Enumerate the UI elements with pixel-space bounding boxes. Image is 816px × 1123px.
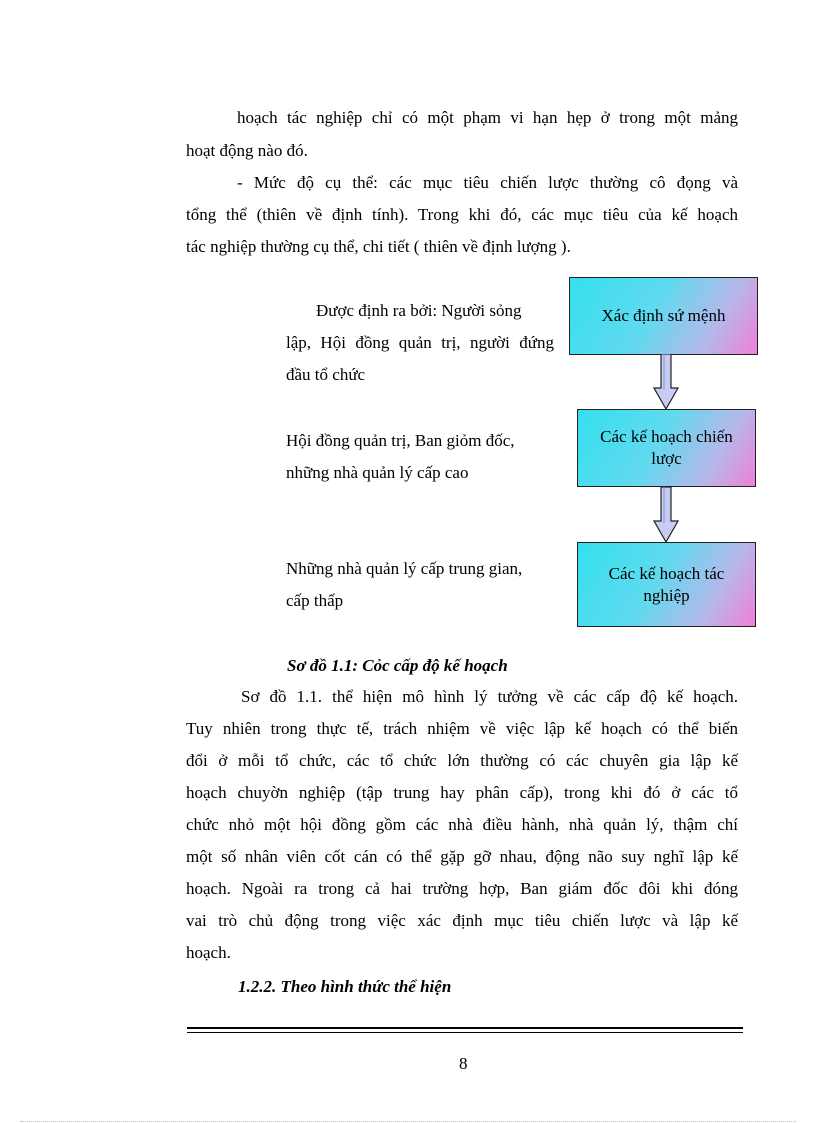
- diagram-label-a: lập, Hội đồng quản trị, người đứng: [286, 333, 554, 352]
- paragraph-line: một số nhân viên cốt cán có thể gặp gỡ nhau, động não suy nghĩ lập kế: [186, 847, 738, 866]
- section-heading: 1.2.2. Theo hình thức thể hiện: [238, 977, 452, 996]
- footer-rule-thick: [187, 1027, 743, 1029]
- diagram-box-label: Các kế hoạch tác nghiệp: [608, 563, 725, 605]
- paragraph-line: hoạch.: [186, 943, 231, 962]
- paragraph-line: hoạch. Ngoài ra trong cả hai trường hợp, Ban giám đốc đôi khi đóng: [186, 879, 738, 898]
- paragraph-line: Sơ đồ 1.1. thể hiện mô hình lý tưởng về các cấp độ kế hoạch.: [241, 687, 738, 706]
- diagram-label-a: Được định ra bởi: Người sỏng: [316, 301, 522, 320]
- diagram-label-c: Những nhà quản lý cấp trung gian,: [286, 559, 523, 578]
- paragraph-line: hoạch tác nghiệp chỉ có một phạm vi hạn hẹp ở trong một mảng: [237, 108, 738, 127]
- page-edge: [20, 1121, 796, 1122]
- paragraph-line: vai trò chủ động trong việc xác định mục tiêu chiến lược và lập kế: [186, 911, 738, 930]
- down-arrow-icon: [653, 487, 679, 543]
- paragraph-line: chức nhỏ một hội đồng gồm các nhà điều hành, nhà quản lý, thậm chí: [186, 815, 738, 834]
- paragraph-line: Tuy nhiên trong thực tế, trách nhiệm về việc lập kế hoạch có thể biến: [186, 719, 738, 738]
- diagram-box-mission: [569, 277, 758, 355]
- diagram-box-operational-plans: [577, 542, 756, 627]
- diagram-label-c: cấp thấp: [286, 591, 344, 610]
- paragraph-line: đổi ở mỗi tổ chức, các tổ chức lớn thường có các chuyên gia lập kế: [186, 751, 738, 770]
- diagram-box-label: Xác định sứ mệnh: [601, 306, 726, 325]
- diagram-label-b: những nhà quản lý cấp cao: [286, 463, 469, 482]
- diagram-box-label: Các kế hoạch chiến lược: [600, 427, 733, 468]
- footer-rule-thin: [187, 1032, 743, 1033]
- diagram-label-a: đầu tổ chức: [286, 365, 366, 384]
- paragraph-line: tổng thể (thiên về định tính). Trong khi đó, các mục tiêu của kế hoạch: [186, 205, 738, 224]
- page-number: 8: [459, 1054, 468, 1073]
- diagram-box-strategic-plans: [577, 409, 756, 487]
- diagram-label-b: Hội đồng quản trị, Ban giỏm đốc,: [286, 431, 515, 450]
- down-arrow-icon: [653, 354, 679, 410]
- paragraph-line: hoạt động nào đó.: [186, 141, 308, 160]
- paragraph-line: - Mức độ cụ thể: các mục tiêu chiến lược thường cô đọng và: [237, 173, 738, 192]
- diagram-caption: Sơ đồ 1.1: Cỏc cấp độ kế hoạch: [287, 656, 508, 675]
- paragraph-line: tác nghiệp thường cụ thể, chi tiết ( thiên về định lượng ).: [186, 237, 571, 256]
- paragraph-line: hoạch chuyờn nghiệp (tập trung hay phân cấp), trong khi đó ở các tổ: [186, 783, 738, 802]
